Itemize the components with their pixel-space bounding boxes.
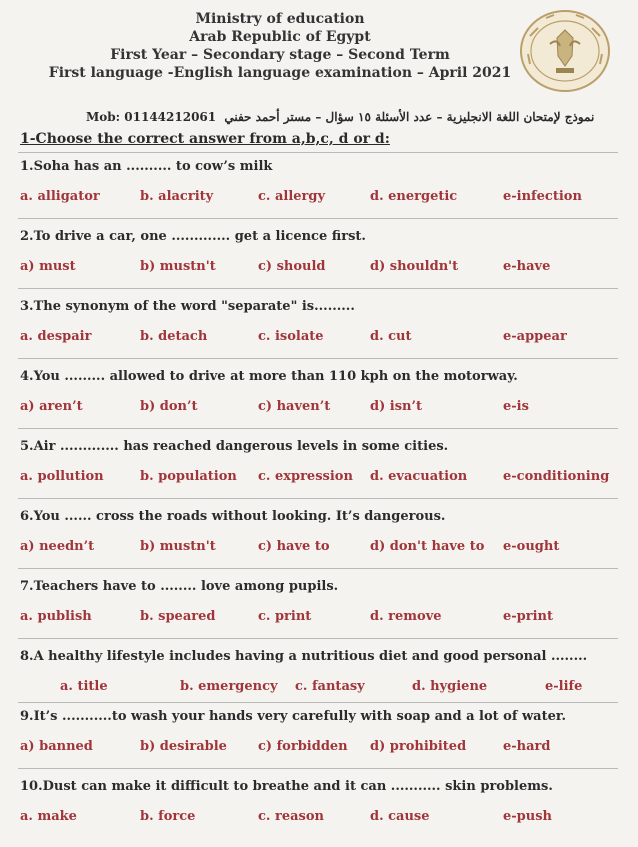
divider-line bbox=[18, 568, 618, 569]
answer-option[interactable]: b. force bbox=[140, 809, 196, 824]
answer-option[interactable]: d. hygiene bbox=[412, 679, 488, 694]
answer-option[interactable]: c. print bbox=[258, 609, 312, 624]
question-text: 7.Teachers have to ........ love among pupils. bbox=[20, 579, 339, 594]
answer-option[interactable]: c) should bbox=[258, 259, 326, 274]
answer-option[interactable]: b) don’t bbox=[140, 399, 198, 414]
answer-option[interactable]: a) aren’t bbox=[20, 399, 83, 414]
document-header bbox=[0, 10, 560, 82]
question-text: 1.Soha has an .......... to cow’s milk bbox=[20, 159, 273, 174]
divider-line bbox=[18, 768, 618, 769]
exam-title-line: First language -English language examination – April 2021 bbox=[48, 65, 512, 81]
answer-option[interactable]: c. isolate bbox=[258, 329, 324, 344]
answer-option[interactable]: e-infection bbox=[503, 189, 582, 204]
answer-option[interactable]: b. detach bbox=[140, 329, 208, 344]
answer-option[interactable]: d. energetic bbox=[370, 189, 458, 204]
arabic-exam-note: نموذج لإمتحان اللغة الانجليزية – عدد الأسئلة ١٥ سؤال – مستر أحمد حفني bbox=[224, 110, 595, 124]
question-text: 4.You ......... allowed to drive at more than 110 kph on the motorway. bbox=[20, 369, 518, 384]
answer-option[interactable]: e-life bbox=[545, 679, 583, 694]
question-text: 6.You ...... cross the roads without looking. It’s dangerous. bbox=[20, 509, 446, 524]
answer-option[interactable]: e-hard bbox=[503, 739, 551, 754]
answer-option[interactable]: b. speared bbox=[140, 609, 216, 624]
answer-option[interactable]: a) must bbox=[20, 259, 76, 274]
stage-line: First Year – Secondary stage – Second Term bbox=[110, 47, 450, 63]
answer-option[interactable]: d. remove bbox=[370, 609, 442, 624]
answer-option[interactable]: b) mustn't bbox=[140, 539, 216, 554]
divider-line bbox=[18, 152, 618, 153]
divider-line bbox=[18, 288, 618, 289]
answer-option[interactable]: b) mustn't bbox=[140, 259, 216, 274]
answer-option[interactable]: a. publish bbox=[20, 609, 92, 624]
contact-line bbox=[86, 110, 606, 124]
question-text: 10.Dust can make it difficult to breathe and it can ........... skin problems. bbox=[20, 779, 553, 794]
answer-option[interactable]: c. allergy bbox=[258, 189, 326, 204]
question-text: 2.To drive a car, one ............. get a licence first. bbox=[20, 229, 366, 244]
country-line: Arab Republic of Egypt bbox=[189, 29, 371, 45]
divider-line bbox=[18, 218, 618, 219]
question-text: 9.It’s ...........to wash your hands very carefully with soap and a lot of water. bbox=[20, 709, 567, 724]
answer-option[interactable]: a. title bbox=[60, 679, 108, 694]
answer-option[interactable]: a. pollution bbox=[20, 469, 104, 484]
answer-option[interactable]: c) haven’t bbox=[258, 399, 331, 414]
divider-line bbox=[18, 702, 618, 703]
answer-option[interactable]: c) have to bbox=[258, 539, 330, 554]
answer-option[interactable]: e-push bbox=[503, 809, 552, 824]
answer-option[interactable]: b. alacrity bbox=[140, 189, 214, 204]
answer-option[interactable]: c. reason bbox=[258, 809, 324, 824]
answer-option[interactable]: e-appear bbox=[503, 329, 567, 344]
answer-option[interactable]: c. expression bbox=[258, 469, 353, 484]
divider-line bbox=[18, 358, 618, 359]
answer-option[interactable]: d) don't have to bbox=[370, 539, 485, 554]
answer-option[interactable]: d. cut bbox=[370, 329, 412, 344]
answer-option[interactable]: c) forbidden bbox=[258, 739, 348, 754]
answer-option[interactable]: a) needn’t bbox=[20, 539, 95, 554]
question-text: 3.The synonym of the word "separate" is......... bbox=[20, 299, 355, 314]
answer-option[interactable]: b. population bbox=[140, 469, 237, 484]
divider-line bbox=[18, 428, 618, 429]
answer-option[interactable]: b. emergency bbox=[180, 679, 278, 694]
answer-option[interactable]: a. make bbox=[20, 809, 77, 824]
answer-option[interactable]: d) shouldn't bbox=[370, 259, 459, 274]
ministry-line: Ministry of education bbox=[195, 11, 365, 27]
ministry-seal-logo bbox=[516, 8, 614, 94]
divider-line bbox=[18, 638, 618, 639]
answer-option[interactable]: d) isn’t bbox=[370, 399, 423, 414]
question-text: 5.Air ............. has reached dangerous levels in some cities. bbox=[20, 439, 449, 454]
section-instruction: 1-Choose the correct answer from a,b,c, d or d: bbox=[20, 131, 390, 147]
answer-option[interactable]: e-print bbox=[503, 609, 554, 624]
answer-option[interactable]: a. alligator bbox=[20, 189, 100, 204]
mobile-number: Mob: 01144212061 bbox=[86, 110, 217, 124]
answer-option[interactable]: d) prohibited bbox=[370, 739, 467, 754]
answer-option[interactable]: b) desirable bbox=[140, 739, 227, 754]
answer-option[interactable]: d. cause bbox=[370, 809, 430, 824]
answer-option[interactable]: e-is bbox=[503, 399, 529, 414]
answer-option[interactable]: e-have bbox=[503, 259, 551, 274]
answer-option[interactable]: d. evacuation bbox=[370, 469, 468, 484]
answer-option[interactable]: c. fantasy bbox=[295, 679, 365, 694]
divider-line bbox=[18, 498, 618, 499]
answer-option[interactable]: e-ought bbox=[503, 539, 560, 554]
answer-option[interactable]: a) banned bbox=[20, 739, 93, 754]
answer-option[interactable]: e-conditioning bbox=[503, 469, 610, 484]
answer-option[interactable]: a. despair bbox=[20, 329, 92, 344]
question-text: 8.A healthy lifestyle includes having a nutritious diet and good personal ........ bbox=[20, 649, 588, 664]
